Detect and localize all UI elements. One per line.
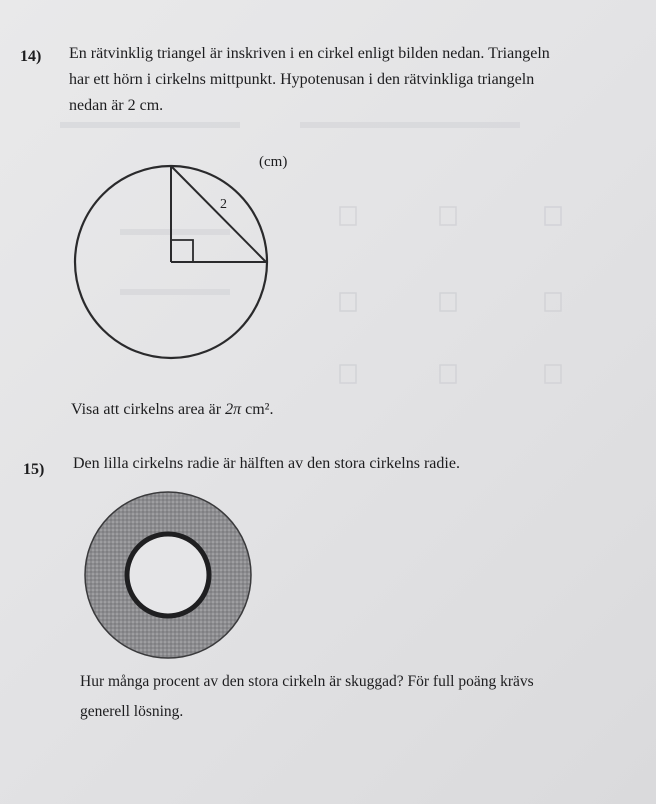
q15-question (80, 667, 534, 727)
q14-text-line-1: En rätvinklig triangel är inskriven i en cirkel enligt bilden nedan. Triangeln (69, 45, 550, 62)
q15-text: Den lilla cirkelns radie är hälften av den stora cirkelns radie. (73, 455, 460, 472)
q15-question-line-1: Hur många procent av den stora cirkeln är skuggad? För full poäng krävs (80, 673, 534, 690)
annulus-figure (80, 485, 260, 665)
q15-question-line-2: generell lösning. (80, 703, 184, 720)
q14-task-math: 2π (225, 401, 242, 418)
q14-task-prefix: Visa att cirkelns area är (71, 401, 226, 418)
right-angle-marker (171, 240, 193, 262)
q14-text-line-2: har ett hörn i cirkelns mittpunkt. Hypotenusan i den rätvinkliga triangeln (69, 71, 535, 88)
unit-label: (cm) (259, 154, 288, 170)
q14-number: 14) (20, 48, 42, 65)
hypotenuse-label: 2 (220, 197, 227, 212)
small-circle-unshaded (127, 534, 209, 616)
q14-text (69, 41, 550, 119)
q14-task (71, 397, 273, 423)
q15-number: 15) (23, 461, 45, 478)
inscribed-triangle-figure (60, 150, 300, 370)
q14-text-line-3: nedan är 2 cm. (69, 97, 164, 114)
triangle-hypotenuse (171, 166, 266, 262)
q14-task-unit: cm². (241, 401, 274, 418)
